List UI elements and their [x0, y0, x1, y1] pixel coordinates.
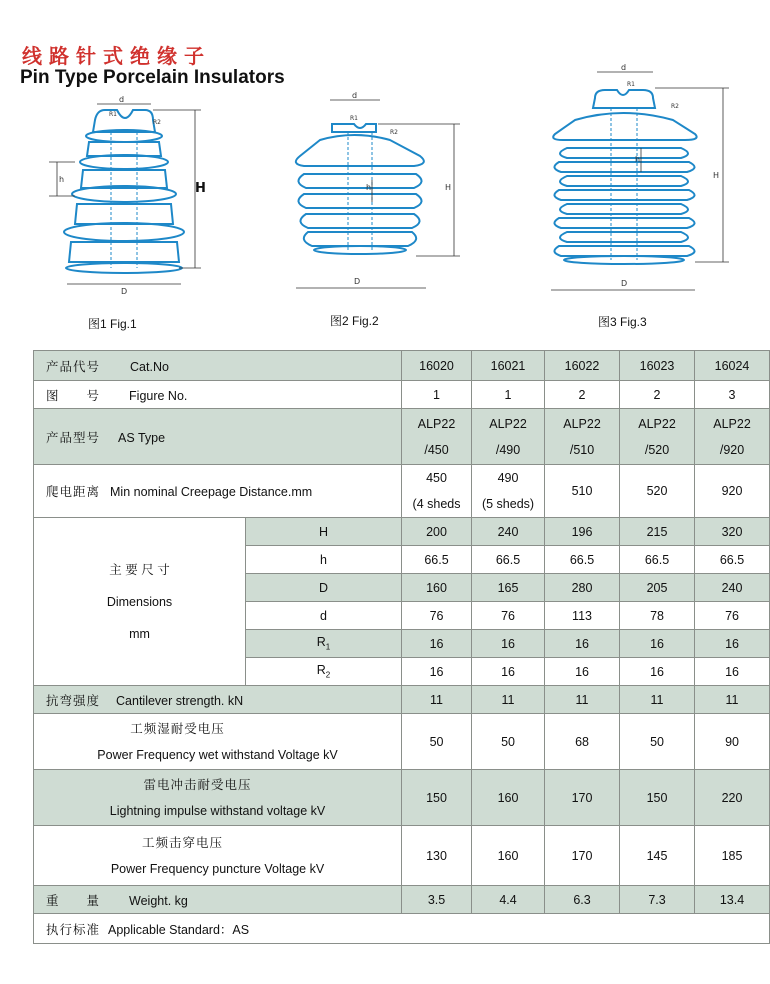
fig1-d-label: d — [119, 95, 125, 104]
lightning-value: 170 — [545, 770, 620, 826]
dim-value: 66.5 — [695, 546, 770, 574]
puncture-label-cn: 工频击穿电压 — [142, 835, 224, 850]
puncture-value: 130 — [402, 826, 472, 886]
dim-param-sub: 2 — [325, 670, 331, 680]
weight-label-cn2: 量 — [86, 893, 100, 908]
dimensions-label-cn: 主 要 尺 寸 — [109, 562, 170, 577]
dim-value: 113 — [545, 602, 620, 630]
fig3-h-label: h — [635, 155, 641, 164]
dim-value: 16 — [695, 658, 770, 686]
fig1-r1-label: R1 — [109, 111, 117, 118]
cantilever-value: 11 — [695, 686, 770, 714]
dim-param: D — [246, 574, 402, 602]
creepage-label-cn: 爬电距离 — [46, 485, 101, 499]
cantilever-value: 11 — [472, 686, 545, 714]
dimensions-label-en: Dimensions — [106, 594, 173, 609]
as-type-label-cn: 产品型号 — [46, 430, 101, 445]
dim-param-letter: R — [316, 635, 326, 650]
dim-param — [246, 658, 402, 686]
lightning-label-en: Lightning impulse withstand voltage kV — [109, 803, 326, 818]
lightning-value: 160 — [472, 770, 545, 826]
weight-label-cn1: 重 — [46, 893, 59, 908]
lightning-value: 150 — [402, 770, 472, 826]
figure-2-caption: 图2 Fig.2 — [330, 314, 379, 328]
dim-value: 66.5 — [545, 546, 620, 574]
puncture-label-en: Power Frequency puncture Voltage kV — [110, 861, 325, 876]
row-lightning — [34, 770, 770, 826]
dim-value: 205 — [620, 574, 695, 602]
fig3-r1-label: R1 — [627, 81, 635, 88]
weight-value: 13.4 — [695, 886, 770, 914]
fig1-r2-label: R2 — [153, 119, 161, 126]
dim-param: d — [246, 602, 402, 630]
lightning-value: 220 — [695, 770, 770, 826]
dim-value: 16 — [402, 658, 472, 686]
puncture-value: 170 — [545, 826, 620, 886]
dim-param — [246, 630, 402, 658]
as-type-label-en: AS Type — [118, 430, 166, 445]
figure-no-value: 2 — [545, 381, 620, 409]
cat-no-value: 16024 — [695, 351, 770, 381]
as-type-line1: ALP22 — [713, 416, 751, 431]
fig3-d-label: d — [621, 63, 627, 72]
weight-value: 7.3 — [620, 886, 695, 914]
as-type-line2: /520 — [644, 442, 670, 457]
fig2-r2-label: R2 — [390, 129, 398, 136]
cantilever-value: 11 — [545, 686, 620, 714]
cat-no-value: 16020 — [402, 351, 472, 381]
fig3-H-label: H — [713, 171, 720, 180]
page-title-en: Pin Type Porcelain Insulators — [20, 67, 285, 88]
figure-no-value: 1 — [402, 381, 472, 409]
row-figure-no — [34, 381, 770, 409]
fig1-h-label: h — [59, 175, 65, 184]
as-type-line2: /920 — [719, 442, 745, 457]
figure-no-value: 1 — [472, 381, 545, 409]
fig1-H-label: H — [195, 181, 206, 196]
row-standard — [34, 914, 770, 944]
puncture-value: 145 — [620, 826, 695, 886]
creepage-note: (4 sheds — [412, 497, 461, 511]
figure-1-caption: 图1 Fig.1 — [88, 317, 137, 331]
creepage-value: 520 — [620, 465, 695, 518]
figure-3-caption: 图3 Fig.3 — [598, 315, 647, 329]
weight-value: 4.4 — [472, 886, 545, 914]
creepage-value: 920 — [695, 465, 770, 518]
fig2-d-label: d — [352, 91, 358, 100]
dim-value: 200 — [402, 518, 472, 546]
creepage-value: 510 — [545, 465, 620, 518]
as-type-line1: ALP22 — [417, 416, 456, 431]
row-pf-wet — [34, 714, 770, 770]
row-dim-H — [34, 518, 770, 546]
dim-value: 16 — [695, 630, 770, 658]
pf-wet-label-en: Power Frequency wet withstand Voltage kV — [97, 747, 338, 762]
cantilever-label-cn: 抗弯强度 — [46, 693, 101, 708]
dim-value: 240 — [695, 574, 770, 602]
dim-param: H — [246, 518, 402, 546]
dim-value: 280 — [545, 574, 620, 602]
pf-wet-value: 50 — [620, 714, 695, 770]
cat-no-label-en: Cat.No — [130, 359, 169, 374]
dim-param-sub: 1 — [325, 642, 331, 652]
figure-1 — [45, 92, 225, 302]
dim-value: 66.5 — [472, 546, 545, 574]
creepage-value: 450 — [426, 471, 447, 485]
dim-value: 196 — [545, 518, 620, 546]
as-type-line2: /450 — [424, 442, 449, 457]
figure-no-value: 2 — [620, 381, 695, 409]
dimensions-label — [34, 518, 246, 686]
as-type-line1: ALP22 — [638, 416, 676, 431]
cantilever-value: 11 — [402, 686, 472, 714]
spec-table — [33, 350, 770, 944]
figure-no-label-en: Figure No. — [129, 388, 188, 403]
row-cat-no — [34, 351, 770, 381]
dim-value: 16 — [402, 630, 472, 658]
cantilever-value: 11 — [620, 686, 695, 714]
dimensions-unit: mm — [129, 626, 150, 641]
fig3-D-label: D — [621, 279, 628, 288]
creepage-label-en: Min nominal Creepage Distance.mm — [110, 485, 313, 499]
dim-value: 78 — [620, 602, 695, 630]
dim-value: 76 — [695, 602, 770, 630]
weight-label-en: Weight. kg — [129, 893, 188, 908]
dim-value: 16 — [472, 630, 545, 658]
figure-no-label-cn2: 号 — [86, 388, 100, 403]
as-type-line2: /490 — [495, 442, 521, 457]
puncture-value: 160 — [472, 826, 545, 886]
fig2-D-label: D — [354, 277, 361, 286]
cat-no-value: 16021 — [472, 351, 545, 381]
as-type-line1: ALP22 — [563, 416, 601, 431]
figure-2 — [290, 90, 470, 300]
row-as-type — [34, 409, 770, 465]
dim-value: 16 — [620, 658, 695, 686]
standard-label-en: Applicable Standard：AS — [108, 922, 250, 937]
dim-value: 76 — [402, 602, 472, 630]
dim-value: 165 — [472, 574, 545, 602]
dim-value: 320 — [695, 518, 770, 546]
dim-value: 240 — [472, 518, 545, 546]
pf-wet-value: 50 — [472, 714, 545, 770]
dim-value: 66.5 — [402, 546, 472, 574]
row-creepage — [34, 465, 770, 518]
creepage-value: 490 — [497, 471, 519, 485]
cat-no-value: 16022 — [545, 351, 620, 381]
row-puncture — [34, 826, 770, 886]
figure-3 — [545, 62, 735, 302]
dim-param: h — [246, 546, 402, 574]
fig1-D-label: D — [121, 287, 128, 296]
page-title-cn: 线路针式绝缘子 — [22, 44, 211, 68]
dim-value: 16 — [545, 658, 620, 686]
cantilever-label-en: Cantilever strength. kN — [116, 693, 244, 708]
weight-value: 3.5 — [402, 886, 472, 914]
cat-no-value: 16023 — [620, 351, 695, 381]
dim-value: 160 — [402, 574, 472, 602]
as-type-line2: /510 — [569, 442, 595, 457]
pf-wet-label-cn: 工频湿耐受电压 — [130, 721, 225, 736]
dim-param-letter: R — [316, 663, 326, 678]
dim-value: 76 — [472, 602, 545, 630]
figure-no-label-cn1: 图 — [46, 388, 59, 403]
dim-value: 215 — [620, 518, 695, 546]
lightning-label-cn: 雷电冲击耐受电压 — [143, 777, 252, 792]
fig3-r2-label: R2 — [671, 103, 679, 110]
row-weight — [34, 886, 770, 914]
creepage-note: (5 sheds) — [481, 497, 535, 511]
pf-wet-value: 50 — [402, 714, 472, 770]
puncture-value: 185 — [695, 826, 770, 886]
dim-value: 66.5 — [620, 546, 695, 574]
pf-wet-value: 90 — [695, 714, 770, 770]
pf-wet-value: 68 — [545, 714, 620, 770]
dim-value: 16 — [472, 658, 545, 686]
figure-no-value: 3 — [695, 381, 770, 409]
as-type-line1: ALP22 — [489, 416, 527, 431]
cat-no-label-cn: 产品代号 — [46, 359, 101, 374]
dim-value: 16 — [545, 630, 620, 658]
fig2-h-label: h — [366, 183, 372, 192]
row-cantilever — [34, 686, 770, 714]
weight-value: 6.3 — [545, 886, 620, 914]
standard-label-cn: 执行标准 — [46, 922, 101, 937]
fig2-H-label: H — [445, 183, 452, 192]
lightning-value: 150 — [620, 770, 695, 826]
dim-value: 16 — [620, 630, 695, 658]
fig2-r1-label: R1 — [350, 115, 358, 122]
